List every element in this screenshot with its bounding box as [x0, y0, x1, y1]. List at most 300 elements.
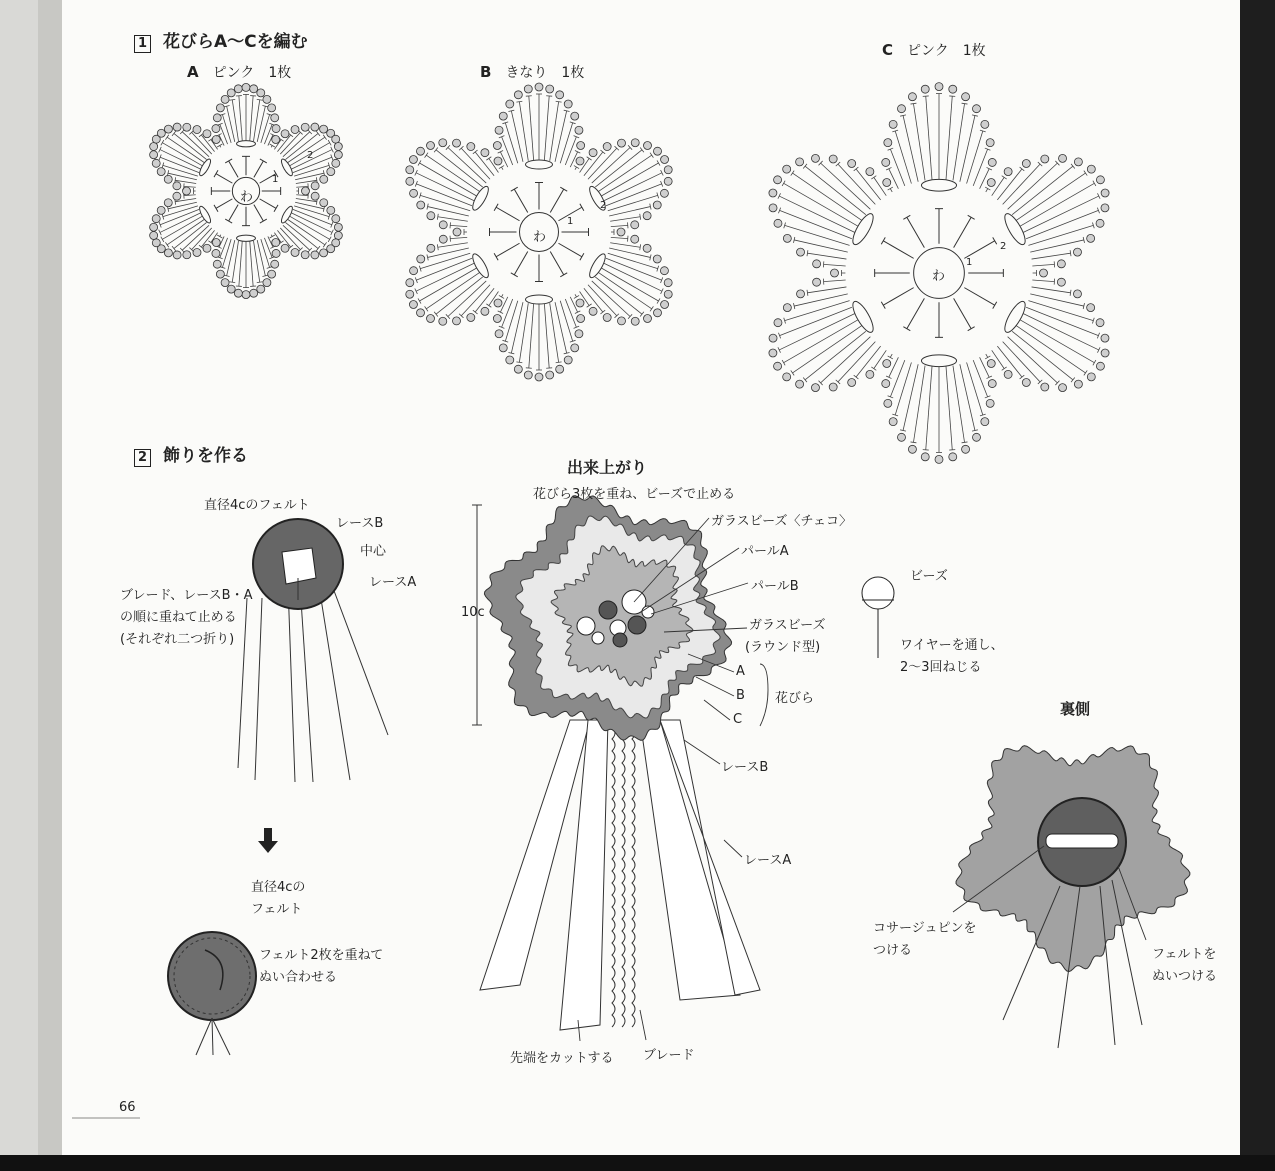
step1-instruction-line: ブレード、レースB・A — [120, 588, 253, 603]
picot — [332, 215, 340, 223]
petal-stitch — [967, 131, 983, 184]
petal-stitch — [791, 171, 794, 176]
picot — [643, 244, 651, 252]
stitch-mark — [954, 298, 972, 328]
petal-letter-c: C — [733, 712, 743, 727]
picot — [866, 168, 874, 176]
petal-stitch — [316, 246, 320, 251]
braid-label: ブレード — [643, 1048, 695, 1063]
petal-stitch — [601, 163, 658, 196]
petal-stitch — [601, 268, 658, 301]
chain-loop — [198, 205, 213, 225]
ribbon-stub — [196, 1018, 212, 1055]
chain-loop — [237, 235, 256, 241]
petal-stitch — [434, 312, 438, 317]
petal-stitch — [785, 225, 850, 245]
picot — [1041, 383, 1049, 391]
petal-stitch — [499, 295, 504, 298]
picot — [157, 129, 165, 137]
petal-stitch — [946, 366, 952, 450]
petal-stitch — [448, 147, 486, 183]
picot — [327, 168, 335, 176]
petal-stitch — [418, 160, 421, 165]
petal-stitch — [926, 366, 932, 450]
glass-czech-label: ガラスビーズ〈チェコ〉 — [711, 514, 853, 529]
picot — [164, 199, 172, 207]
picot — [1073, 290, 1081, 298]
picot — [281, 244, 289, 252]
petal-stitch — [227, 106, 235, 142]
finished-subtitle: 花びら3枚を重ね、ビーズで止める — [533, 487, 736, 502]
stitch-mark — [514, 189, 528, 212]
picot — [242, 83, 250, 91]
petal-stitch — [516, 362, 522, 363]
motif-a-round-1: 1 — [272, 174, 279, 185]
petal-stitch — [780, 307, 852, 335]
picot — [524, 85, 532, 93]
petal-stitch — [803, 377, 807, 382]
stitch-mark — [560, 187, 567, 191]
picot — [884, 399, 892, 407]
petal-stitch — [511, 111, 523, 162]
picot — [831, 269, 839, 277]
picot — [1096, 362, 1104, 370]
picot — [493, 141, 501, 149]
motif-c-round-2: 2 — [1000, 241, 1007, 252]
picot — [406, 290, 414, 298]
petal-stitch — [165, 135, 168, 140]
petal-stitch — [911, 442, 917, 443]
picot — [409, 301, 417, 309]
picot — [213, 260, 221, 268]
picot — [866, 370, 874, 378]
picot — [327, 206, 335, 214]
section-title: 飾りを作る — [163, 446, 248, 466]
petal-stitch — [436, 150, 483, 187]
chain-loop — [470, 184, 491, 212]
petal-stitch — [448, 281, 486, 317]
picot — [495, 126, 503, 134]
picot — [1096, 176, 1104, 184]
picot — [1059, 154, 1067, 162]
picot — [1101, 349, 1109, 357]
petal-stitch — [1071, 164, 1075, 169]
picot — [311, 182, 319, 190]
petal-stitch — [420, 195, 470, 210]
picot — [884, 139, 892, 147]
pearl-b-label: パールB — [751, 579, 799, 594]
petal-stitch — [239, 96, 242, 141]
picot — [334, 143, 342, 151]
picot — [962, 93, 970, 101]
picot — [811, 154, 819, 162]
arrow-down-shaft — [264, 828, 272, 842]
petal-stitch — [946, 96, 952, 180]
picot — [883, 359, 891, 367]
picot — [1022, 378, 1030, 386]
picot — [535, 83, 543, 91]
picot — [660, 189, 668, 197]
step1-lace-b-label: レースB — [336, 516, 384, 531]
petal-stitch — [600, 310, 605, 314]
stitch-mark — [881, 237, 885, 244]
petal-stitch — [1016, 326, 1085, 373]
petal-stitch — [425, 306, 428, 311]
petal-stitch — [556, 101, 562, 102]
petal-stitch — [250, 241, 253, 286]
picot — [617, 317, 625, 325]
picot — [571, 344, 579, 352]
picot — [783, 304, 791, 312]
petal-stitch — [1020, 167, 1025, 171]
picot — [164, 249, 172, 257]
petal-stitch — [895, 131, 911, 184]
glass-round-label: ガラスビーズ — [749, 618, 826, 633]
picot — [631, 317, 639, 325]
petal-stitch — [425, 153, 428, 158]
petal-stitch — [167, 219, 204, 244]
stitch-mark — [560, 273, 567, 277]
stitch-mark — [214, 205, 218, 212]
picot — [774, 319, 782, 327]
picot — [268, 104, 276, 112]
petal-stitch — [895, 362, 911, 415]
petal-stitch — [1032, 253, 1071, 259]
petal-stitch — [419, 163, 476, 196]
petal-stitch — [890, 189, 892, 192]
picot — [406, 279, 414, 287]
picot — [1101, 189, 1109, 197]
picot — [524, 371, 532, 379]
picot — [514, 365, 522, 373]
picot — [301, 251, 309, 259]
picot — [242, 291, 250, 299]
petal-stitch — [436, 277, 483, 314]
petal-stitch — [316, 131, 320, 136]
petal-stitch — [529, 304, 534, 368]
picot — [774, 362, 782, 370]
picot — [546, 371, 554, 379]
picot — [203, 244, 211, 252]
picot — [234, 289, 242, 297]
picot — [320, 249, 328, 257]
petal-stitch — [1002, 176, 1007, 179]
picot — [193, 248, 201, 256]
petal-stitch — [270, 144, 275, 147]
petal-stitch — [473, 310, 478, 314]
petal-stitch — [889, 169, 899, 189]
petal-stitch — [611, 237, 628, 238]
picot — [1004, 370, 1012, 378]
picot — [439, 221, 447, 229]
petal-stitch — [502, 167, 504, 170]
motif-b-round-1: 1 — [567, 216, 574, 227]
picot — [271, 114, 279, 122]
petal-stitch — [889, 357, 899, 377]
chain-loop — [587, 252, 608, 280]
picot — [564, 100, 572, 108]
stitch-mark — [511, 273, 518, 277]
petal-stitch — [574, 166, 579, 169]
petal-stitch — [288, 219, 325, 244]
petal-stitch — [611, 225, 628, 226]
petal-stitch — [1002, 367, 1007, 370]
picot — [908, 445, 916, 453]
petal-stitch — [985, 356, 990, 359]
motif-c-caption — [882, 40, 986, 60]
picot — [643, 141, 651, 149]
stitch-mark — [229, 205, 238, 221]
picot — [495, 330, 503, 338]
picot — [164, 125, 172, 133]
petal-stitch — [980, 169, 990, 189]
petal-stitch — [574, 295, 579, 298]
motif-letter: A — [187, 63, 199, 81]
petal-stitch — [871, 367, 876, 370]
stitch-mark — [903, 215, 910, 219]
petal-stitch — [162, 216, 202, 239]
petal-stitch — [821, 337, 871, 383]
picot — [774, 219, 782, 227]
page-gutter-fold — [38, 0, 62, 1171]
picot — [173, 182, 181, 190]
glass-round-label: (ラウンド型) — [745, 640, 821, 655]
motif-b-ring-label: わ — [533, 230, 547, 245]
petal-stitch — [161, 140, 164, 145]
picot — [311, 251, 319, 259]
step1-lace-a-label: レースA — [369, 575, 417, 590]
picot — [882, 158, 890, 166]
petal-stitch — [426, 155, 479, 191]
picot — [631, 235, 639, 243]
bead — [577, 617, 595, 635]
picot — [467, 313, 475, 321]
page-right-edge — [1240, 0, 1275, 1171]
petal-stitch — [821, 163, 871, 209]
picot — [603, 313, 611, 321]
picot — [173, 123, 181, 131]
petal-stitch — [784, 183, 858, 226]
leader-line — [704, 700, 730, 720]
picot — [883, 179, 891, 187]
petal-stitch — [650, 153, 653, 158]
picot — [327, 245, 335, 253]
picot — [406, 166, 414, 174]
picot — [653, 309, 661, 317]
arrow-down-icon — [258, 841, 278, 853]
picot — [257, 89, 265, 97]
petal-stitch — [239, 241, 242, 286]
back-felt-label: ぬいつける — [1152, 969, 1218, 984]
chain-loop — [237, 141, 256, 147]
petal-stitch — [560, 123, 572, 163]
motif-c-round-1: 1 — [966, 257, 973, 268]
picot — [183, 123, 191, 131]
picot — [921, 453, 929, 461]
picot — [152, 159, 160, 167]
stitch-mark — [968, 327, 975, 331]
petal-stitch — [1020, 375, 1025, 379]
picot — [848, 160, 856, 168]
picot — [263, 279, 271, 287]
petal-stitch — [290, 216, 330, 239]
picot — [272, 125, 280, 133]
step1-instruction-line: の順に重ねて止める — [120, 610, 237, 625]
stitch-mark — [580, 204, 584, 211]
stitch-mark — [903, 327, 910, 331]
petal-stitch — [903, 364, 918, 430]
picot — [320, 175, 328, 183]
picot — [499, 112, 507, 120]
motif-desc: きなり 1枚 — [505, 65, 585, 81]
picot — [272, 249, 280, 257]
picot — [535, 373, 543, 381]
section-number: 2 — [134, 449, 151, 467]
picot — [1073, 248, 1081, 256]
lace-a-strip — [318, 580, 350, 780]
picot — [453, 228, 461, 236]
petal-stitch — [792, 326, 861, 373]
petal-stitch — [782, 360, 785, 365]
stitch-mark — [550, 189, 564, 212]
picot — [571, 112, 579, 120]
petal-stitch — [807, 287, 846, 293]
picot — [453, 139, 461, 147]
petal-stitch — [1012, 166, 1073, 214]
picot — [334, 223, 342, 231]
picot — [1074, 158, 1082, 166]
motif-a-round-2: 2 — [307, 150, 314, 161]
picot — [263, 95, 271, 103]
picot — [769, 334, 777, 342]
picot — [427, 244, 435, 252]
picot — [453, 317, 461, 325]
picot — [575, 126, 583, 134]
picot — [796, 158, 804, 166]
stitch-mark — [274, 205, 278, 212]
picot — [1041, 155, 1049, 163]
bead — [599, 601, 617, 619]
ribbon-stub — [212, 1018, 213, 1055]
petal-stitch — [657, 160, 660, 165]
braid-wave — [622, 715, 625, 1027]
picot — [664, 166, 672, 174]
picot — [1057, 260, 1065, 268]
picot — [653, 147, 661, 155]
petal-stitch — [1071, 377, 1075, 382]
petal-stitch — [962, 442, 968, 443]
stitch-mark — [881, 302, 885, 309]
picot — [1074, 380, 1082, 388]
petal-stitch — [587, 304, 592, 307]
petal-stitch — [1093, 360, 1096, 365]
picot — [320, 199, 328, 207]
petal-stitch — [592, 147, 630, 183]
picot — [981, 120, 989, 128]
section-2-heading — [134, 441, 248, 467]
petal-stitch — [1020, 183, 1094, 226]
petal-stitch — [1016, 173, 1085, 220]
picot — [973, 433, 981, 441]
chain-loop — [849, 211, 877, 247]
picot — [481, 149, 489, 157]
picot — [494, 157, 502, 165]
petal-stitch — [888, 187, 893, 190]
picot — [1087, 234, 1095, 242]
motif-a-caption — [187, 62, 291, 82]
petal-stitch — [903, 116, 918, 182]
picot — [617, 228, 625, 236]
picot — [409, 156, 417, 164]
petal-stitch — [162, 143, 202, 166]
petal-stitch — [782, 181, 785, 186]
petal-stitch — [560, 301, 572, 341]
picot — [664, 177, 672, 185]
petal-stitch — [592, 281, 630, 317]
petal-stitch — [555, 111, 567, 162]
petal-stitch — [1070, 290, 1071, 296]
picot — [829, 155, 837, 163]
picot — [1004, 168, 1012, 176]
picot — [769, 349, 777, 357]
petal-stitch — [657, 298, 660, 303]
corsage-pin — [1046, 834, 1118, 848]
picot — [291, 248, 299, 256]
picot — [1087, 304, 1095, 312]
petal-letter-a: A — [736, 664, 745, 679]
petal-stitch — [257, 282, 263, 283]
section-1-heading — [134, 27, 308, 53]
picot — [576, 157, 584, 165]
petal-stitch — [486, 304, 491, 307]
petal-stitch — [854, 375, 859, 379]
picot — [417, 147, 425, 155]
petal-stitch — [824, 264, 846, 266]
petal-stitch — [172, 131, 176, 136]
picot — [427, 141, 435, 149]
stitch-mark — [496, 243, 519, 257]
picot — [889, 418, 897, 426]
stitch-mark — [964, 288, 994, 306]
picot — [427, 315, 435, 323]
petal-stitch — [1020, 320, 1094, 363]
stitch-mark — [907, 217, 925, 247]
petal-stitch — [608, 195, 658, 210]
cut-tip-label: 先端をカットする — [510, 1051, 614, 1066]
picot — [150, 223, 158, 231]
petal-stitch — [419, 268, 476, 301]
stitch-mark — [954, 217, 972, 247]
picot — [973, 105, 981, 113]
petal-stitch — [473, 150, 478, 154]
petal-stitch — [575, 167, 577, 170]
page-bottom-edge — [0, 1155, 1275, 1171]
back-pin-label: つける — [873, 943, 913, 958]
petal-stitch — [426, 273, 479, 309]
picot — [212, 135, 220, 143]
petal-stitch — [871, 176, 876, 179]
stitch-mark — [883, 241, 913, 259]
picot — [164, 175, 172, 183]
picot — [987, 359, 995, 367]
petal-stitch — [888, 356, 893, 359]
picot — [1096, 319, 1104, 327]
petal-stitch — [420, 253, 470, 268]
stitch-mark — [214, 170, 218, 177]
picot — [272, 135, 280, 143]
picot — [575, 330, 583, 338]
picot — [334, 231, 342, 239]
